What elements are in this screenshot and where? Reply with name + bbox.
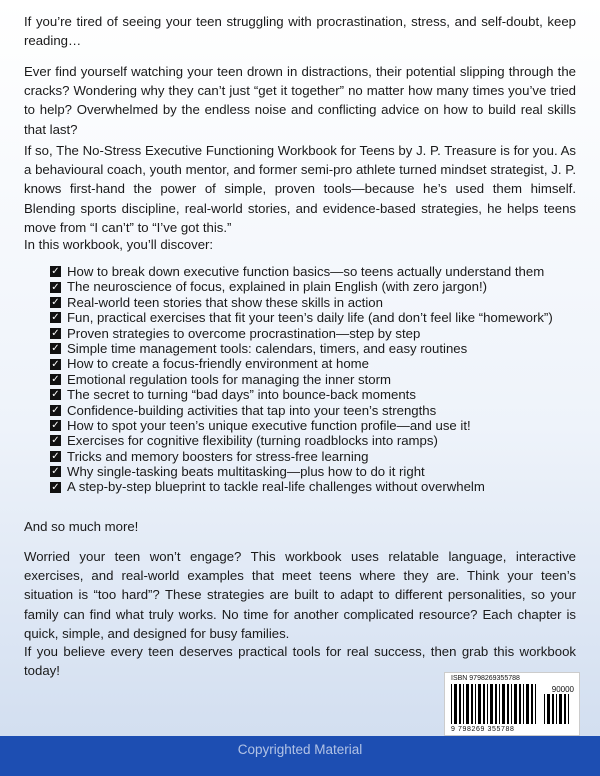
isbn-label: ISBN 9798269355788 bbox=[451, 675, 520, 682]
checkbox-checked-icon: ✓ bbox=[51, 266, 60, 278]
checkbox-checked-icon: ✓ bbox=[51, 404, 60, 416]
checklist-item bbox=[50, 264, 570, 279]
checklist-item-text: How to break down executive function basics—so teens actually understand them bbox=[67, 264, 545, 279]
benefits-checklist bbox=[50, 264, 570, 495]
price-barcode-bars bbox=[544, 694, 574, 724]
checklist-item-text: A step-by-step blueprint to tackle real-life challenges without overwhelm bbox=[67, 479, 485, 495]
discover-heading: In this workbook, you’ll discover: bbox=[24, 237, 214, 252]
checkbox-checked-icon: ✓ bbox=[51, 466, 60, 478]
checklist-item-text: Real-world teen stories that show these skills in action bbox=[67, 294, 383, 310]
call-to-action: If you believe every teen deserves practical tools for real success, then grab this workbook today! bbox=[24, 644, 576, 679]
checklist-item-text: Exercises for cognitive flexibility (turning roadblocks into ramps) bbox=[67, 433, 438, 449]
objections-paragraph: Worried your teen won’t engage? This workbook uses relatable language, interactive exercises, and real-world examples that meet teens where they are. Think your teen’s situation is “too hard”? These strategies are built to adapt to different personalities, so your family can find what truly works. No time for another complicated resource? Each chapter is quick, simple, and designed for busy families. bbox=[24, 549, 576, 641]
checklist-item-text: Why single-tasking beats multitasking—plus how to do it right bbox=[67, 464, 425, 480]
checklist-item bbox=[50, 387, 570, 402]
checklist-item bbox=[50, 372, 570, 387]
checkbox-checked-icon: ✓ bbox=[51, 327, 60, 339]
checklist-item bbox=[50, 479, 570, 494]
barcode-bars bbox=[451, 684, 541, 724]
checklist-item-text: The neuroscience of focus, explained in plain English (with zero jargon!) bbox=[67, 279, 488, 295]
isbn-digits: 9 798269 355788 bbox=[451, 726, 515, 733]
checklist-item bbox=[50, 295, 570, 310]
price-code: 90000 bbox=[551, 685, 574, 694]
checklist-item-text: How to spot your teen’s unique executive function profile—and use it! bbox=[67, 417, 471, 433]
checklist-item-text: Fun, practical exercises that fit your teen’s daily life (and don’t feel like “homework”) bbox=[67, 310, 553, 326]
checkbox-checked-icon: ✓ bbox=[51, 358, 60, 370]
checklist-item-text: Emotional regulation tools for managing the inner storm bbox=[67, 371, 392, 387]
checklist-item bbox=[50, 310, 570, 325]
checkbox-checked-icon: ✓ bbox=[51, 343, 60, 355]
footer-band bbox=[0, 736, 600, 776]
isbn-barcode bbox=[444, 672, 580, 736]
checkbox-checked-icon: ✓ bbox=[51, 296, 60, 308]
copyright-watermark: Copyrighted Material bbox=[237, 742, 363, 757]
checklist-item bbox=[50, 403, 570, 418]
checklist-item bbox=[50, 356, 570, 371]
checkbox-checked-icon: ✓ bbox=[51, 373, 60, 385]
checklist-item bbox=[50, 464, 570, 479]
checklist-item-text: Tricks and memory boosters for stress-free learning bbox=[67, 448, 369, 464]
checkbox-checked-icon: ✓ bbox=[51, 450, 60, 462]
checklist-item-text: Simple time management tools: calendars, timers, and easy routines bbox=[67, 340, 468, 356]
checkbox-checked-icon: ✓ bbox=[51, 389, 60, 401]
checkbox-checked-icon: ✓ bbox=[51, 435, 60, 447]
checkbox-checked-icon: ✓ bbox=[51, 420, 60, 432]
checklist-item-text: Proven strategies to overcome procrastination—step by step bbox=[67, 325, 421, 341]
checklist-item bbox=[50, 279, 570, 294]
checklist-item bbox=[50, 326, 570, 341]
checklist-item-text: The secret to turning “bad days” into bounce-back moments bbox=[67, 387, 416, 403]
checkbox-checked-icon: ✓ bbox=[51, 281, 60, 293]
checklist-item-text: How to create a focus-friendly environment at home bbox=[67, 356, 369, 372]
checkbox-checked-icon: ✓ bbox=[51, 312, 60, 324]
checklist-item bbox=[50, 418, 570, 433]
checklist-item bbox=[50, 433, 570, 448]
so-much-more-text: And so much more! bbox=[24, 519, 139, 534]
checkbox-checked-icon: ✓ bbox=[51, 481, 60, 493]
checklist-item-text: Confidence-building activities that tap into your teen’s strengths bbox=[67, 402, 437, 418]
problem-paragraph: Ever find yourself watching your teen drown in distractions, their potential slipping through the cracks? Wondering why they can’t just “get it together” no matter how many times you’ve tried to help? Overwhelmed by the endless noise and conflicting advice on how to build real skills that last? bbox=[24, 64, 576, 137]
intro-paragraph: If you’re tired of seeing your teen struggling with procrastination, stress, and self-doubt, keep reading… bbox=[24, 14, 576, 49]
checklist-item bbox=[50, 341, 570, 356]
author-paragraph: If so, The No-Stress Executive Functioning Workbook for Teens by J. P. Treasure is for you. As a behavioural coach, youth mentor, and former semi-pro athlete turned mindset strategist, J. P. knows first-hand the power of simple, proven tools—because he’s used them himself. Blending sports discipline, real-world stories, and evidence-based strategies, he helps teens move from “I can’t” to “I’ve got this.” bbox=[24, 143, 576, 235]
checklist-item bbox=[50, 449, 570, 464]
